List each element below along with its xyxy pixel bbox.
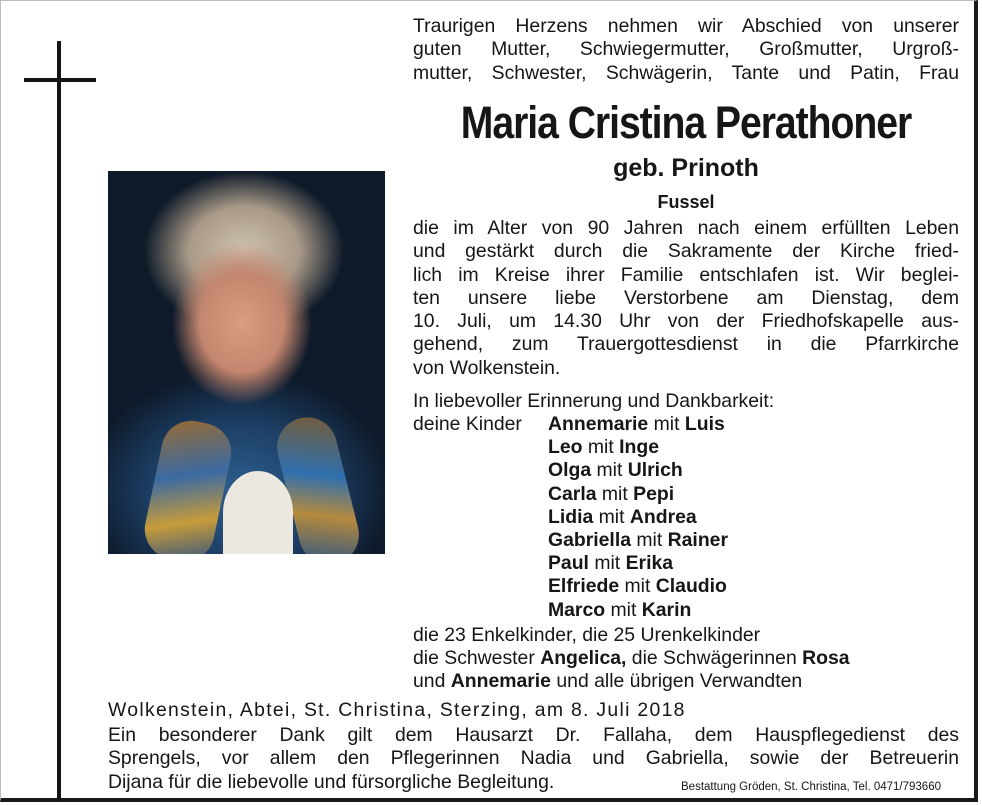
mit-word: mit <box>653 413 680 435</box>
body-line: die im Alter von 90 Jahren nach einem erfüllten Leben <box>413 217 959 239</box>
child-name: Paul <box>548 552 589 575</box>
child-row <box>548 483 728 506</box>
text-part: die Schwester <box>413 647 541 669</box>
child-row <box>548 436 728 459</box>
intro-line: guten Mutter, Schwiegermutter, Großmutter, Urgroß- <box>413 38 959 61</box>
thanks-line: Sprengels, vor allem den Pflegerinnen Nadia und Gabriella, sowie der Betreuerin <box>108 747 959 770</box>
nickname: Fussel <box>657 192 715 212</box>
child-name: Gabriella <box>548 529 631 552</box>
body-line: und gestärkt durch die Sakramente der Kirche fried- <box>413 240 959 263</box>
partner-name: Inge <box>619 436 659 459</box>
grandchildren-line: die 23 Enkelkinder, die 25 Urenkelkinder <box>413 624 761 646</box>
sister-name: Angelica, <box>540 647 627 669</box>
partner-name: Ulrich <box>627 459 683 482</box>
partner-name: Erika <box>625 552 674 575</box>
child-name: Olga <box>548 459 592 482</box>
child-row <box>548 599 728 622</box>
body-line: 10. Juli, um 14.30 Uhr von der Friedhofskapelle aus- <box>413 310 959 333</box>
thanks-line: Dijana für die liebevolle und fürsorgliche Begleitung. <box>108 770 555 793</box>
sister-in-law-name: Rosa <box>802 647 850 669</box>
mit-word: mit <box>624 575 651 598</box>
text-part: und alle übrigen Verwandten <box>550 670 803 692</box>
intro-text <box>413 15 959 85</box>
partner-name: Claudio <box>655 575 727 598</box>
child-row <box>548 506 728 529</box>
child-name: Marco <box>548 598 606 621</box>
thanks-line: Ein besonderer Dank gilt dem Hausarzt Dr. Fallaha, dem Hauspflegedienst des <box>108 724 959 746</box>
portrait-photo <box>108 171 385 554</box>
sister-in-law-name: Annemarie <box>450 670 551 692</box>
mit-word: mit <box>610 598 637 621</box>
intro-line: Traurigen Herzens nehmen wir Abschied von unserer <box>413 15 959 37</box>
child-name: Annemarie <box>548 413 649 435</box>
child-row <box>548 552 728 575</box>
mit-word: mit <box>598 505 625 528</box>
deceased-name: Maria Cristina Perathoner <box>460 97 912 148</box>
text-part: die Schwägerinnen <box>626 647 803 669</box>
partner-name: Luis <box>684 413 725 435</box>
body-line: ten unsere liebe Verstorbene am Dienstag, dem <box>413 286 959 309</box>
cross-icon <box>57 41 61 801</box>
remembrance-line: In liebevoller Erinnerung und Dankbarkeit: <box>413 390 775 412</box>
intro-line: mutter, Schwester, Schwägerin, Tante und Patin, Frau <box>413 61 959 84</box>
mit-word: mit <box>587 436 614 459</box>
children-list <box>548 413 728 622</box>
relatives-line <box>413 670 802 693</box>
place-date-line: Wolkenstein, Abtei, St. Christina, Sterzing, am 8. Juli 2018 <box>108 699 686 721</box>
mit-word: mit <box>596 459 623 482</box>
partner-name: Andrea <box>629 505 697 528</box>
body-line: gehend, zum Trauergottesdienst in die Pfarrkirche <box>413 333 959 356</box>
child-row <box>548 529 728 552</box>
cross-icon-crossbar <box>24 78 96 82</box>
sister-line <box>413 647 850 670</box>
child-name: Carla <box>548 482 597 505</box>
birth-name: geb. Prinoth <box>613 154 759 182</box>
partner-name: Pepi <box>633 482 675 505</box>
children-prefix: deine Kinder <box>413 413 522 435</box>
body-line: von Wolkenstein. <box>413 356 561 379</box>
mit-word: mit <box>601 482 628 505</box>
partner-name: Karin <box>641 598 692 621</box>
child-row <box>548 575 728 598</box>
body-text <box>413 217 959 380</box>
child-name: Leo <box>548 436 583 459</box>
mit-word: mit <box>594 552 621 575</box>
child-row <box>548 413 728 436</box>
partner-name: Rainer <box>667 529 728 552</box>
body-line: lich im Kreise ihrer Familie entschlafen ist. Wir beglei- <box>413 263 959 286</box>
photo-shirt <box>223 471 293 554</box>
child-row <box>548 459 728 482</box>
text-part: und <box>413 670 451 692</box>
undertaker-credit: Bestattung Gröden, St. Christina, Tel. 0471/793660 <box>681 781 941 793</box>
mit-word: mit <box>636 529 663 552</box>
child-name: Lidia <box>548 505 594 528</box>
child-name: Elfriede <box>548 575 620 598</box>
